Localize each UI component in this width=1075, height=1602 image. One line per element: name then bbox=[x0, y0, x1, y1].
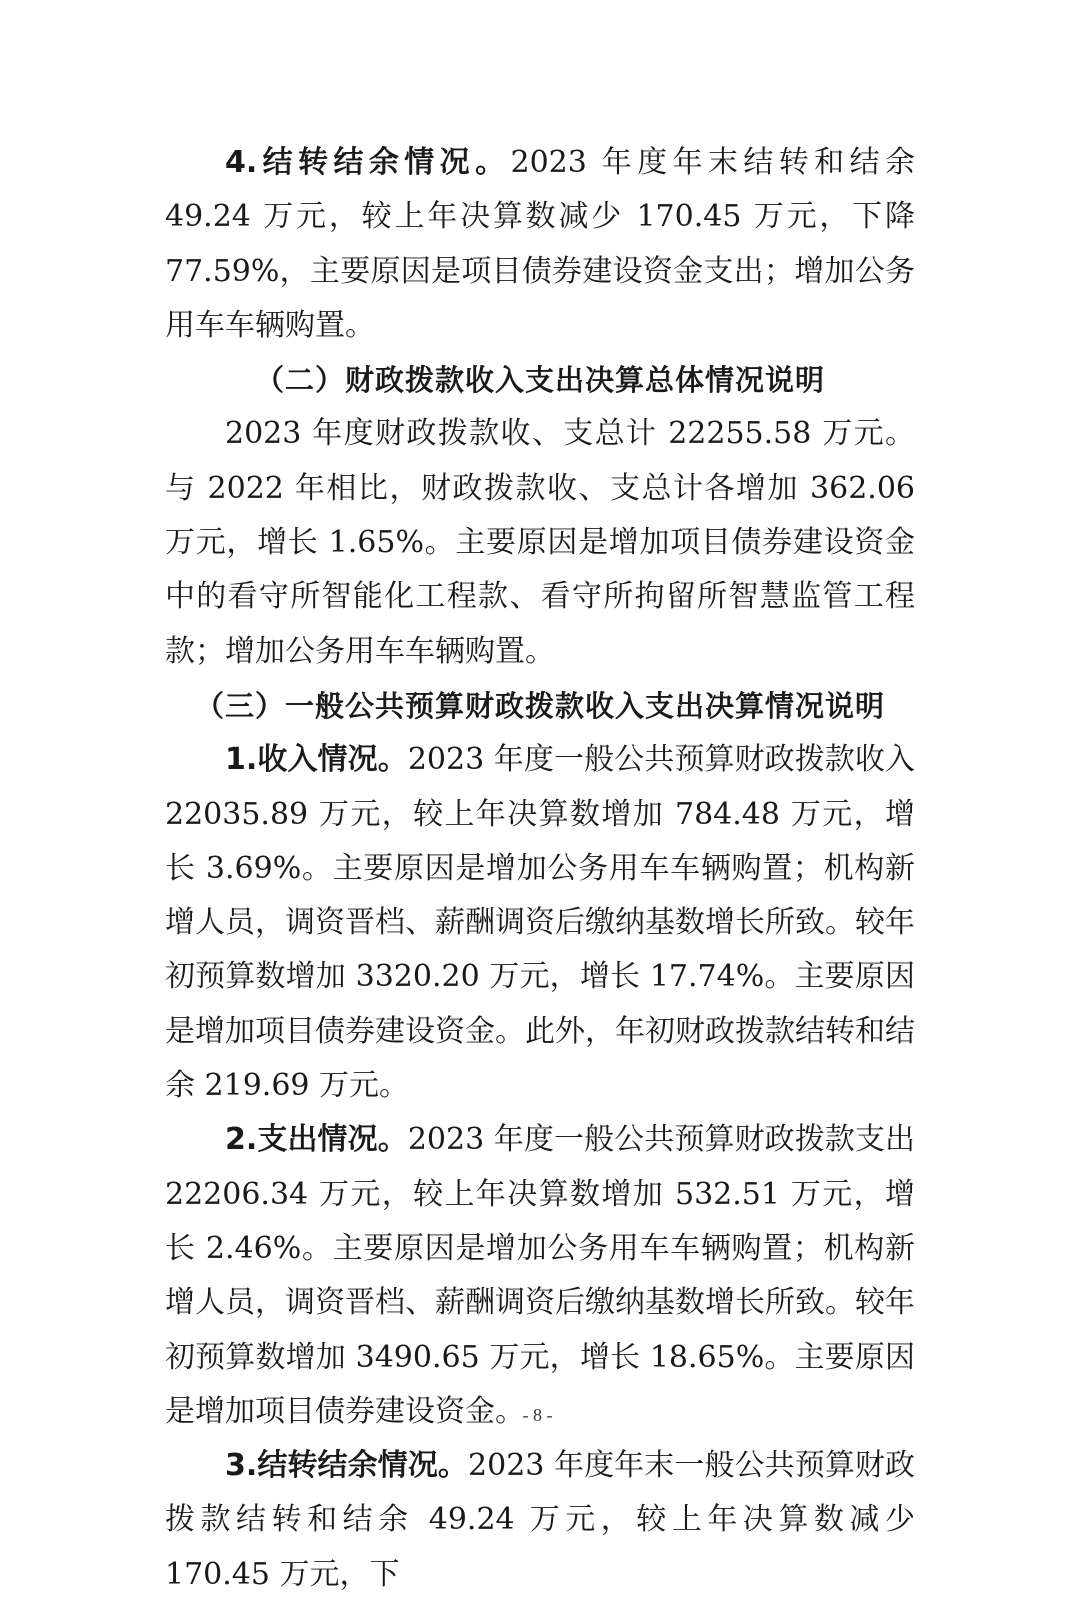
section-heading-2: （二）财政拨款收入支出决算总体情况说明 bbox=[254, 363, 825, 398]
paragraph-lead: 4.结转结余情况。 bbox=[225, 145, 511, 180]
paragraph-carryover-general bbox=[165, 1439, 915, 1602]
paragraph-text: 2023 年度财政拨款收、支总计 22255.58 万元。与 2022 年相比，财政拨款收、支总计各增加 362.06 万元，增长 1.65%。主要原因是增加项目债券建设资金中的看守所智能化工程款、看守所拘留所智慧监管工程款；增加公务用车车辆购置。 bbox=[165, 416, 915, 669]
paragraph-lead: 2.支出情况。 bbox=[225, 1122, 408, 1158]
paragraph-fiscal-overview bbox=[165, 407, 915, 678]
paragraph-lead: 3.结转结余情况。 bbox=[225, 1448, 469, 1484]
paragraph-text: 2023 年度一般公共预算财政拨款支出 22206.34 万元，较上年决算数增加 532.51 万元，增长 2.46%。主要原因是增加公务用车车辆购置；机构新增人员，调资晋档、薪酬调资后缴纳基数增长所致。较年初预算数增加 3490.65 万元，增长 18.65%。主要原因是增加项目债券建设资金。 bbox=[165, 1122, 915, 1429]
paragraph-text: 2023 年度年末结转和结余 49.24 万元，较上年决算数减少 170.45 万元，下降 77.59%，主要原因是项目债券建设资金支出；增加公务用车车辆购置。 bbox=[165, 145, 915, 343]
paragraph-expenditure bbox=[165, 1113, 915, 1439]
body-text bbox=[165, 136, 915, 1602]
paragraph-carryover-balance bbox=[165, 136, 915, 353]
page-number: - 8 - bbox=[522, 1405, 553, 1425]
paragraph-income bbox=[165, 733, 915, 1113]
paragraph-text: 2023 年度一般公共预算财政拨款收入 22035.89 万元，较上年决算数增加 784.48 万元，增长 3.69%。主要原因是增加公务用车车辆购置；机构新增人员，调资晋档、薪酬调资后缴纳基数增长所致。较年初预算数增加 3320.20 万元，增长 17.74%。主要原因是增加项目债券建设资金。此外，年初财政拨款结转和结余 219.69 万元。 bbox=[165, 742, 915, 1104]
section-heading-3: （三）一般公共预算财政拨款收入支出决算情况说明 bbox=[194, 688, 885, 723]
paragraph-lead: 1.收入情况。 bbox=[225, 742, 408, 778]
paragraph-text: 2023 年度年末一般公共预算财政拨款结转和结余 49.24 万元，较上年决算数减少 170.45 万元，下 bbox=[165, 1448, 915, 1592]
